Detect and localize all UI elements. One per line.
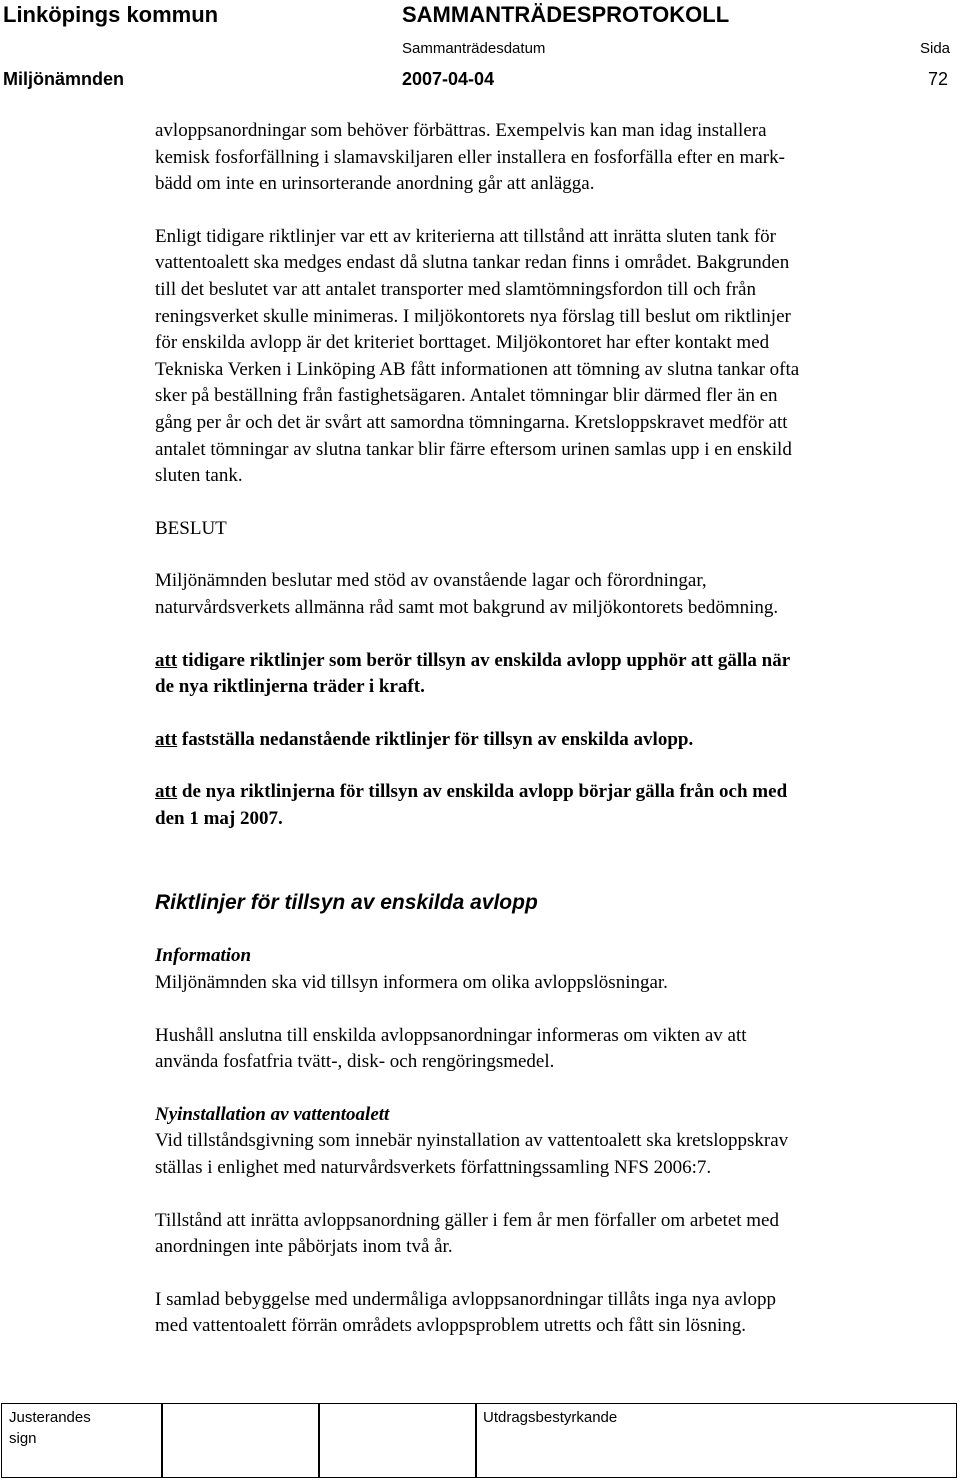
text-line: I samlad bebyggelse med undermåliga avloppsanordningar tillåts inga nya avlopp (155, 1288, 777, 1310)
decision-item (155, 779, 945, 832)
text-line: tidigare riktlinjer som berör tillsyn av enskilda avlopp upphör att gälla när (177, 649, 791, 671)
page-label: Sida (920, 40, 951, 57)
text-line: naturvårdsverkets allmänna råd samt mot bakgrund av miljökontorets bedömning. (155, 596, 779, 618)
text-line: ställas i enlighet med naturvårdsverkets författningssamling NFS 2006:7. (155, 1157, 712, 1179)
text-line: Enligt tidigare riktlinjer var ett av kriterierna att tillstånd att inrätta sluten tank för (155, 225, 776, 247)
text-line: Miljönämnden beslutar med stöd av ovanstående lagar och förordningar, (155, 570, 707, 592)
text-line: Vid tillståndsgivning som innebär nyinstallation av vattentoalett ska kretsloppskrav (155, 1130, 789, 1152)
information-heading: Information (155, 945, 252, 967)
paragraph-background (155, 224, 945, 490)
text-line: med vattentoalett förrän områdets avloppsproblem utretts och fått sin lösning. (155, 1315, 746, 1337)
signature-footer (0, 1403, 960, 1478)
sign-text: sign (9, 1430, 37, 1447)
text-line: för enskilda avlopp är det kriteriet borttaget. Miljökontoret har efter kontakt med (155, 332, 770, 354)
text-line: reningsverket skulle minimeras. I miljökontorets nya förslag till beslut om riktlinjer (155, 305, 791, 327)
committee-name: Miljönämnden (3, 69, 124, 89)
decision-item (155, 727, 945, 754)
justerandes-text: Justerandes (9, 1409, 91, 1426)
text-line: Tillstånd att inrätta avloppsanordning gäller i fem år men förfaller om arbetet med (155, 1209, 779, 1231)
document-body (155, 118, 945, 1340)
nyinstallation-heading: Nyinstallation av vattentoalett (155, 1103, 390, 1125)
text-line: Tekniska Verken i Linköping AB fått informationen att tömning av slutna tankar ofta (155, 358, 800, 380)
text-line: anordningen inte påbörjats inom två år. (155, 1236, 453, 1258)
beslut-heading: BESLUT (155, 517, 227, 539)
text-line: antalet tömningar av slutna tankar blir färre eftersom urinen samlas upp i en enskild (155, 438, 792, 460)
document-type: SAMMANTRÄDESPROTOKOLL (402, 2, 730, 27)
text-line: fastställa nedanstående riktlinjer för tillsyn av enskilda avlopp. (177, 728, 694, 750)
text-line: bädd om inte en urinsorterande anordning går att anlägga. (155, 173, 595, 195)
text-line: sluten tank. (155, 465, 243, 487)
decision-item (155, 648, 945, 701)
decision-intro (155, 568, 945, 621)
paragraph-nyinstallation (155, 1128, 945, 1181)
date-label: Sammanträdesdatum (402, 40, 546, 57)
text-line: de nya riktlinjerna för tillsyn av enskilda avlopp börjar gälla från och med (177, 781, 788, 803)
meeting-date: 2007-04-04 (402, 69, 495, 89)
information-text: Miljönämnden ska vid tillsyn informera om olika avloppslösningar. (155, 972, 668, 994)
org-name: Linköpings kommun (3, 2, 219, 27)
justerandes-label (9, 1407, 91, 1449)
text-line: gång per år och det är svårt att samordna tömningarna. Kretsloppskravet medför att (155, 411, 788, 433)
att-keyword: att (155, 781, 178, 803)
utdragsbestyrkande-label: Utdragsbestyrkande (483, 1409, 618, 1426)
paragraph-samlad (155, 1287, 945, 1340)
page-number: 72 (928, 69, 949, 89)
text-line: använda fosfatfria tvätt-, disk- och rengöringsmedel. (155, 1051, 555, 1073)
text-line: den 1 maj 2007. (155, 807, 283, 829)
sign-box-2 (161, 1403, 320, 1478)
utdrag-box (475, 1403, 957, 1478)
paragraph-tillstand (155, 1208, 945, 1261)
text-line: de nya riktlinjerna träder i kraft. (155, 676, 425, 698)
paragraph-intro (155, 118, 945, 198)
att-keyword: att (155, 728, 178, 750)
text-line: avloppsanordningar som behöver förbättras. Exempelvis kan man idag installera (155, 120, 767, 141)
paragraph-hushall (155, 1023, 945, 1076)
justerandes-sign-box (1, 1403, 163, 1478)
text-line: till det beslutet var att antalet transporter med slamtömningsfordon till och från (155, 278, 756, 300)
att-keyword: att (155, 649, 178, 671)
section-title: Riktlinjer för tillsyn av enskilda avlopp (155, 891, 538, 915)
text-line: kemisk fosforfällning i slamavskiljaren eller installera en fosforfälla efter en mark- (155, 146, 785, 168)
text-line: vattentoalett ska medges endast då slutna tankar redan finns i området. Bakgrunden (155, 252, 790, 274)
sign-box-3 (318, 1403, 477, 1478)
text-line: sker på beställning från fastighetsägaren. Antalet tömningar blir därmed fler än en (155, 385, 778, 407)
text-line: Hushåll anslutna till enskilda avloppsanordningar informeras om vikten av att (155, 1024, 747, 1046)
